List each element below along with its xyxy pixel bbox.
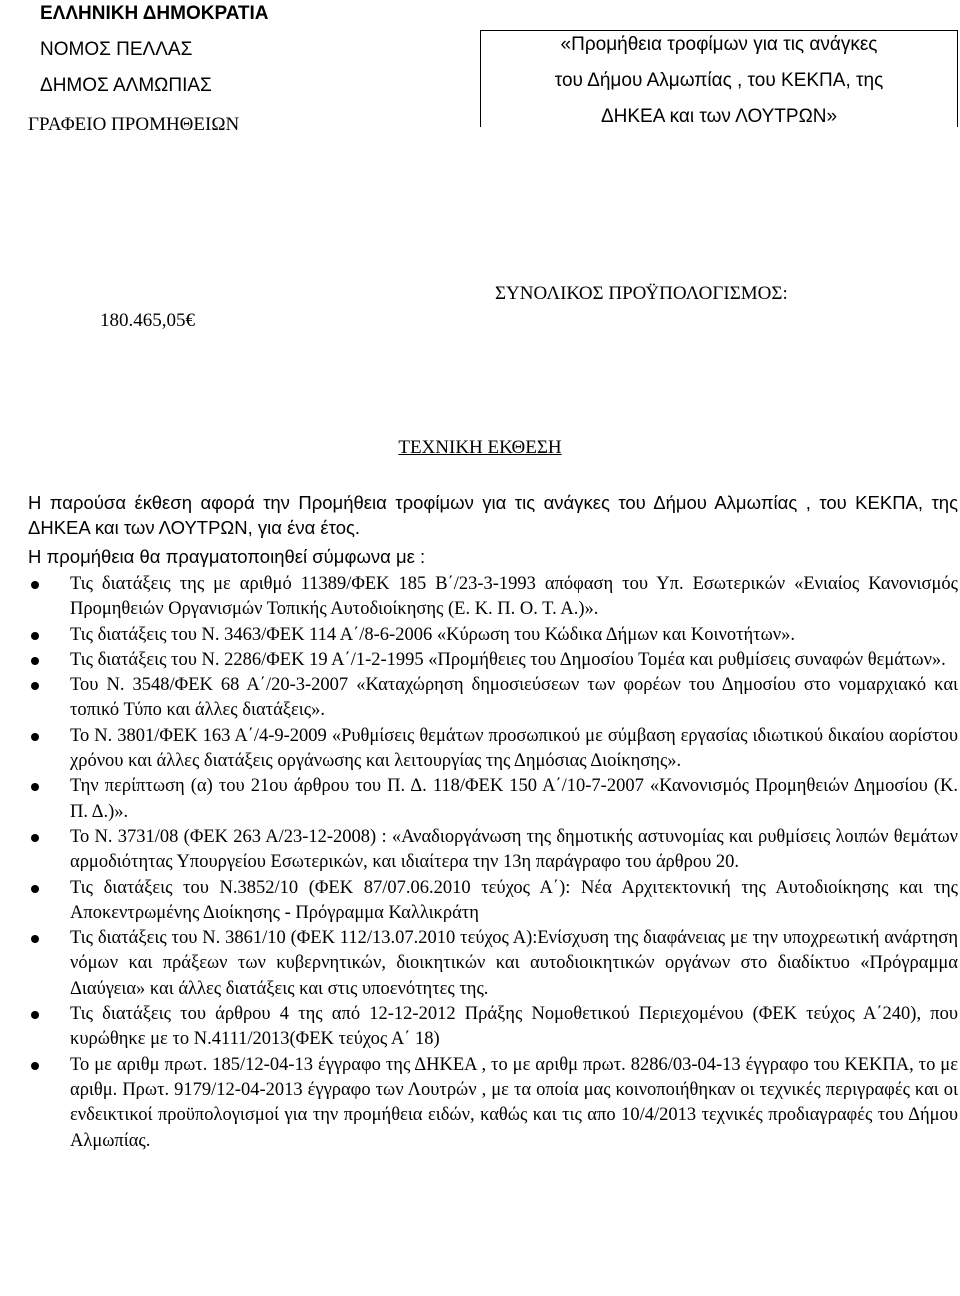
budget-label: ΣΥΝΟΛΙΚΟΣ ΠΡΟΫΠΟΛΟΓΙΣΜΟΣ: (495, 283, 788, 304)
intro-paragraph: Η παρούσα έκθεση αφορά την Προμήθεια τροφίμων για τις ανάγκες του Δήμου Αλμωπίας , του ΚΕΚΠΑ, της ΔΗΚΕΑ και των ΛΟΥΤΡΩΝ, για ένα έτος. (28, 492, 958, 538)
header-country: ΕΛΛΗΝΙΚΗ ΔΗΜΟΚΡΑΤΙΑ (40, 3, 269, 24)
bullet-icon (31, 733, 39, 741)
header-office: ΓΡΑΦΕΙΟ ΠΡΟΜΗΘΕΙΩΝ (28, 114, 240, 135)
list-item: Του Ν. 3548/ΦΕΚ 68 Α΄/20-3-2007 «Καταχώρηση δημοσιεύσεων των φορέων του Δημοσίου στο νομαρχιακό και τοπικό Τύπο και άλλες διατάξεις». (28, 673, 958, 724)
list-item: Το Ν. 3801/ΦΕΚ 163 Α΄/4-9-2009 «Ρυθμίσεις θεμάτων προσωπικού με σύμβαση εργασίας ιδιωτικού δικαίου αορίστου χρόνου και άλλες διατάξεις οργάνωσης και λειτουργίας της Δημόσιας Διοίκησης». (28, 724, 958, 775)
bullet-icon (31, 1062, 39, 1070)
bullet-icon (31, 581, 39, 589)
bullet-icon (31, 657, 39, 665)
header-prefecture: ΝΟΜΟΣ ΠΕΛΛΑΣ (40, 39, 193, 60)
header-municipality: ΔΗΜΟΣ ΑΛΜΩΠΙΑΣ (40, 75, 212, 96)
bullet-icon (31, 834, 39, 842)
bullet-icon (31, 1011, 39, 1019)
budget-amount: 180.465,05€ (100, 310, 195, 331)
legal-basis-list (28, 572, 958, 1154)
bullet-icon (31, 935, 39, 943)
bullet-icon (31, 632, 39, 640)
lead-paragraph: Η προμήθεια θα πραγματοποιηθεί σύμφωνα με : (28, 546, 426, 567)
document-title: ΤΕΧΝΙΚΗ ΕΚΘΕΣΗ (398, 437, 562, 458)
list-item: Τις διατάξεις της με αριθμό 11389/ΦΕΚ 185 Β΄/23-3-1993 απόφαση του Υπ. Εσωτερικών «Ενιαίος Κανονισμός Προμηθειών Οργανισμών Τοπικής Αυτοδιοίκησης (Ε. Κ. Π. Ο. Τ. Α.)». (28, 572, 958, 623)
bullet-icon (31, 682, 39, 690)
list-item: Τις διατάξεις του Ν. 2286/ΦΕΚ 19 Α΄/1-2-1995 «Προμήθειες του Δημοσίου Τομέα και ρυθμίσεις συναφών θεμάτων». (28, 648, 958, 673)
project-title-box (480, 30, 958, 127)
list-item: Το Ν. 3731/08 (ΦΕΚ 263 Α/23-12-2008) : «Αναδιοργάνωση της δημοτικής αστυνομίας και ρυθμίσεις λοιπών θεμάτων αρμοδιότητας Υπουργείου Εσωτερικών, και ιδιαίτερα την 13η παράγραφο του άρθρου 20. (28, 825, 958, 876)
project-title-line-2: του Δήμου Αλμωπίας , του ΚΕΚΠΑ, της (554, 70, 884, 91)
list-item: Τις διατάξεις του άρθρου 4 της από 12-12-2012 Πράξης Νομοθετικού Περιεχομένου (ΦΕΚ τεύχος Α΄240), που κυρώθηκε με το Ν.4111/2013(ΦΕΚ τεύχος Α΄ 18) (28, 1002, 958, 1053)
list-item: Την περίπτωση (α) του 21ου άρθρου του Π. Δ. 118/ΦΕΚ 150 Α΄/10-7-2007 «Κανονισμός Προμηθειών Δημοσίου (Κ. Π. Δ.)». (28, 774, 958, 825)
bullet-icon (31, 783, 39, 791)
project-title-line-1: «Προμήθεια τροφίμων για τις ανάγκες (560, 34, 878, 55)
list-item: Τις διατάξεις του Ν.3852/10 (ΦΕΚ 87/07.06.2010 τεύχος Α΄): Νέα Αρχιτεκτονική της Αυτοδιοίκησης και της Αποκεντρωμένης Διοίκησης - Πρόγραμμα Καλλικράτη (28, 876, 958, 927)
list-item: Το με αριθμ πρωτ. 185/12-04-13 έγγραφο της ΔΗΚΕΑ , το με αριθμ πρωτ. 8286/03-04-13 έγγραφο του ΚΕΚΠΑ, το με αριθμ. Πρωτ. 9179/12-04-2013 έγγραφο των Λουτρών , με τα οποία μας κοινοποιήθηκαν οι τεχνικές περιγραφές και οι ενδεικτικοί προϋπολογισμοί για την προμήθεια ειδών, καθώς και τις απο 10/4/2013 τεχνικές προδιαγραφές του Δήμου Αλμωπίας. (28, 1053, 958, 1154)
bullet-icon (31, 885, 39, 893)
list-item: Τις διατάξεις του Ν. 3463/ΦΕΚ 114 Α΄/8-6-2006 «Κύρωση του Κώδικα Δήμων και Κοινοτήτων». (28, 623, 958, 648)
project-title-line-3: ΔΗΚΕΑ και των ΛΟΥΤΡΩΝ» (600, 106, 838, 127)
list-item: Τις διατάξεις του Ν. 3861/10 (ΦΕΚ 112/13.07.2010 τεύχος Α):Ενίσχυση της διαφάνειας με την υποχρεωτική ανάρτηση νόμων και πράξεων των κυβερνητικών, διοικητικών και αυτοδιοικητικών οργάνων στο διαδίκτυο «Πρόγραμμα Διαύγεια» και άλλες διατάξεις και στις υποενότητες της. (28, 926, 958, 1002)
